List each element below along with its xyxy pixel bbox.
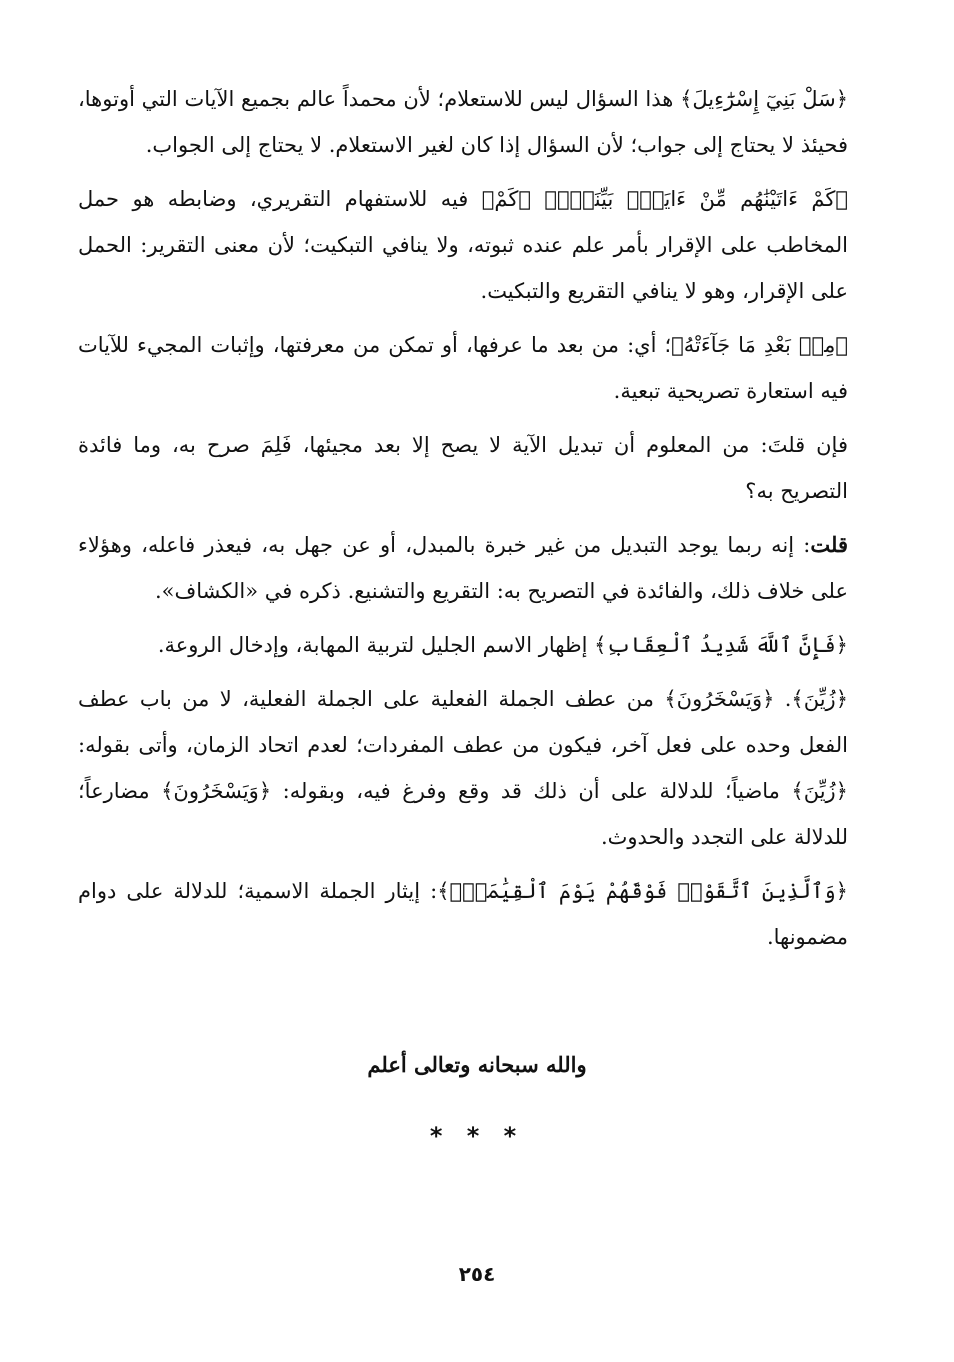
- paragraph-text: من عطف الجملة الفعلية على الجملة الفعلية، لا من باب عطف الفعل وحده على فعل آخر، فيكون من عطف المفردات؛ لعدم اتحاد الزمان، وأتى بقوله: ﴿زُيِّنَ﴾ ماضياً؛ للدلالة على أن ذلك قد وقع وفرغ فيه، وبقوله: ﴿وَيَسْخَرُونَ﴾ مضارعاً؛ للدلالة على التجدد والحدوث.: [78, 687, 848, 849]
- paragraph-text: إظهار الاسم الجليل لتربية المهابة، وإدخال الروعة.: [157, 633, 595, 657]
- section-separator: * * *: [429, 1122, 525, 1150]
- paragraph-text: : إيثار الجملة الاسمية؛ للدلالة على دوام مضمونها.: [78, 879, 848, 949]
- paragraph-5: [78, 522, 848, 614]
- quran-verse: ﴿فَإِنَّ ٱللَّهَ شَدِيدُ ٱلْعِقَابِ﴾: [594, 633, 848, 657]
- page-body: [78, 76, 848, 968]
- paragraph-text: فيه للاستفهام التقريري، وضابطه هو حمل المخاطب على الإقرار بأمر علم عنده ثبوته، ولا ينافي التبكيت؛ لأن معنى التقرير: الحمل على الإقرار، وهو لا ينافي التقريع والتبكيت.: [78, 187, 848, 303]
- page-number: ٢٥٤: [458, 1262, 496, 1286]
- paragraph-1: [78, 76, 848, 168]
- paragraph-text: فإن قلتَ: من المعلوم أن تبديل الآية لا يصح إلا بعد مجيئها، فَلِمَ صرح به، وما فائدة التصريح به؟: [78, 433, 848, 503]
- paragraph-2: [78, 176, 848, 314]
- closing-phrase: والله سبحانه وتعالى أعلم: [367, 1052, 587, 1077]
- paragraph-3: [78, 322, 848, 414]
- paragraph-text: ؛ أي: من بعد ما عرفها، أو تمكن من معرفتها، وإثبات المجيء للآيات فيه استعارة تصريحية تبعية.: [78, 333, 848, 403]
- paragraph-4: [78, 422, 848, 514]
- quran-verse: ﴿كَمْ ءَاتَيْنَٰهُم مِّنْ ءَايَةٍۭ بَيِّنَةٍۗ﴾ ﴿كَمْ﴾: [481, 187, 848, 211]
- paragraph-8: [78, 868, 848, 960]
- paragraph-text: هذا السؤال ليس للاستعلام؛ لأن محمداً عالم بجميع الآيات التي أوتوها، فحيئذ لا يحتاج إلى جواب؛ لأن السؤال إذا كان لغير الاستعلام. لا يحتاج إلى الجواب.: [78, 87, 848, 157]
- quran-verse: ﴿زُيِّنَ﴾. ﴿وَيَسْخَرُونَ﴾: [664, 687, 848, 711]
- paragraph-text: : إنه ربما يوجد التبديل من غير خبرة بالمبدل، أو عن جهل به، فيعذر فاعله، وهؤلاء على خلاف ذلك، والفائدة في التصريح به: التقريع والتشنيع. ذكره في «الكشاف».: [78, 533, 848, 603]
- quran-verse: ﴿وَٱلَّذِينَ ٱتَّقَوْا۟ فَوْقَهُمْ يَوْمَ ٱلْقِيَٰمَةِۗ﴾: [437, 879, 848, 903]
- quran-verse: ﴿سَلْ بَنِيٓ إِسْرَٰٓءِيلَ﴾: [680, 87, 848, 111]
- quran-verse: ﴿مِنۢ بَعْدِ مَا جَآءَتْهُ﴾: [671, 333, 848, 357]
- answer-label: قلت: [810, 532, 848, 557]
- paragraph-6: [78, 622, 848, 668]
- paragraph-7: [78, 676, 848, 860]
